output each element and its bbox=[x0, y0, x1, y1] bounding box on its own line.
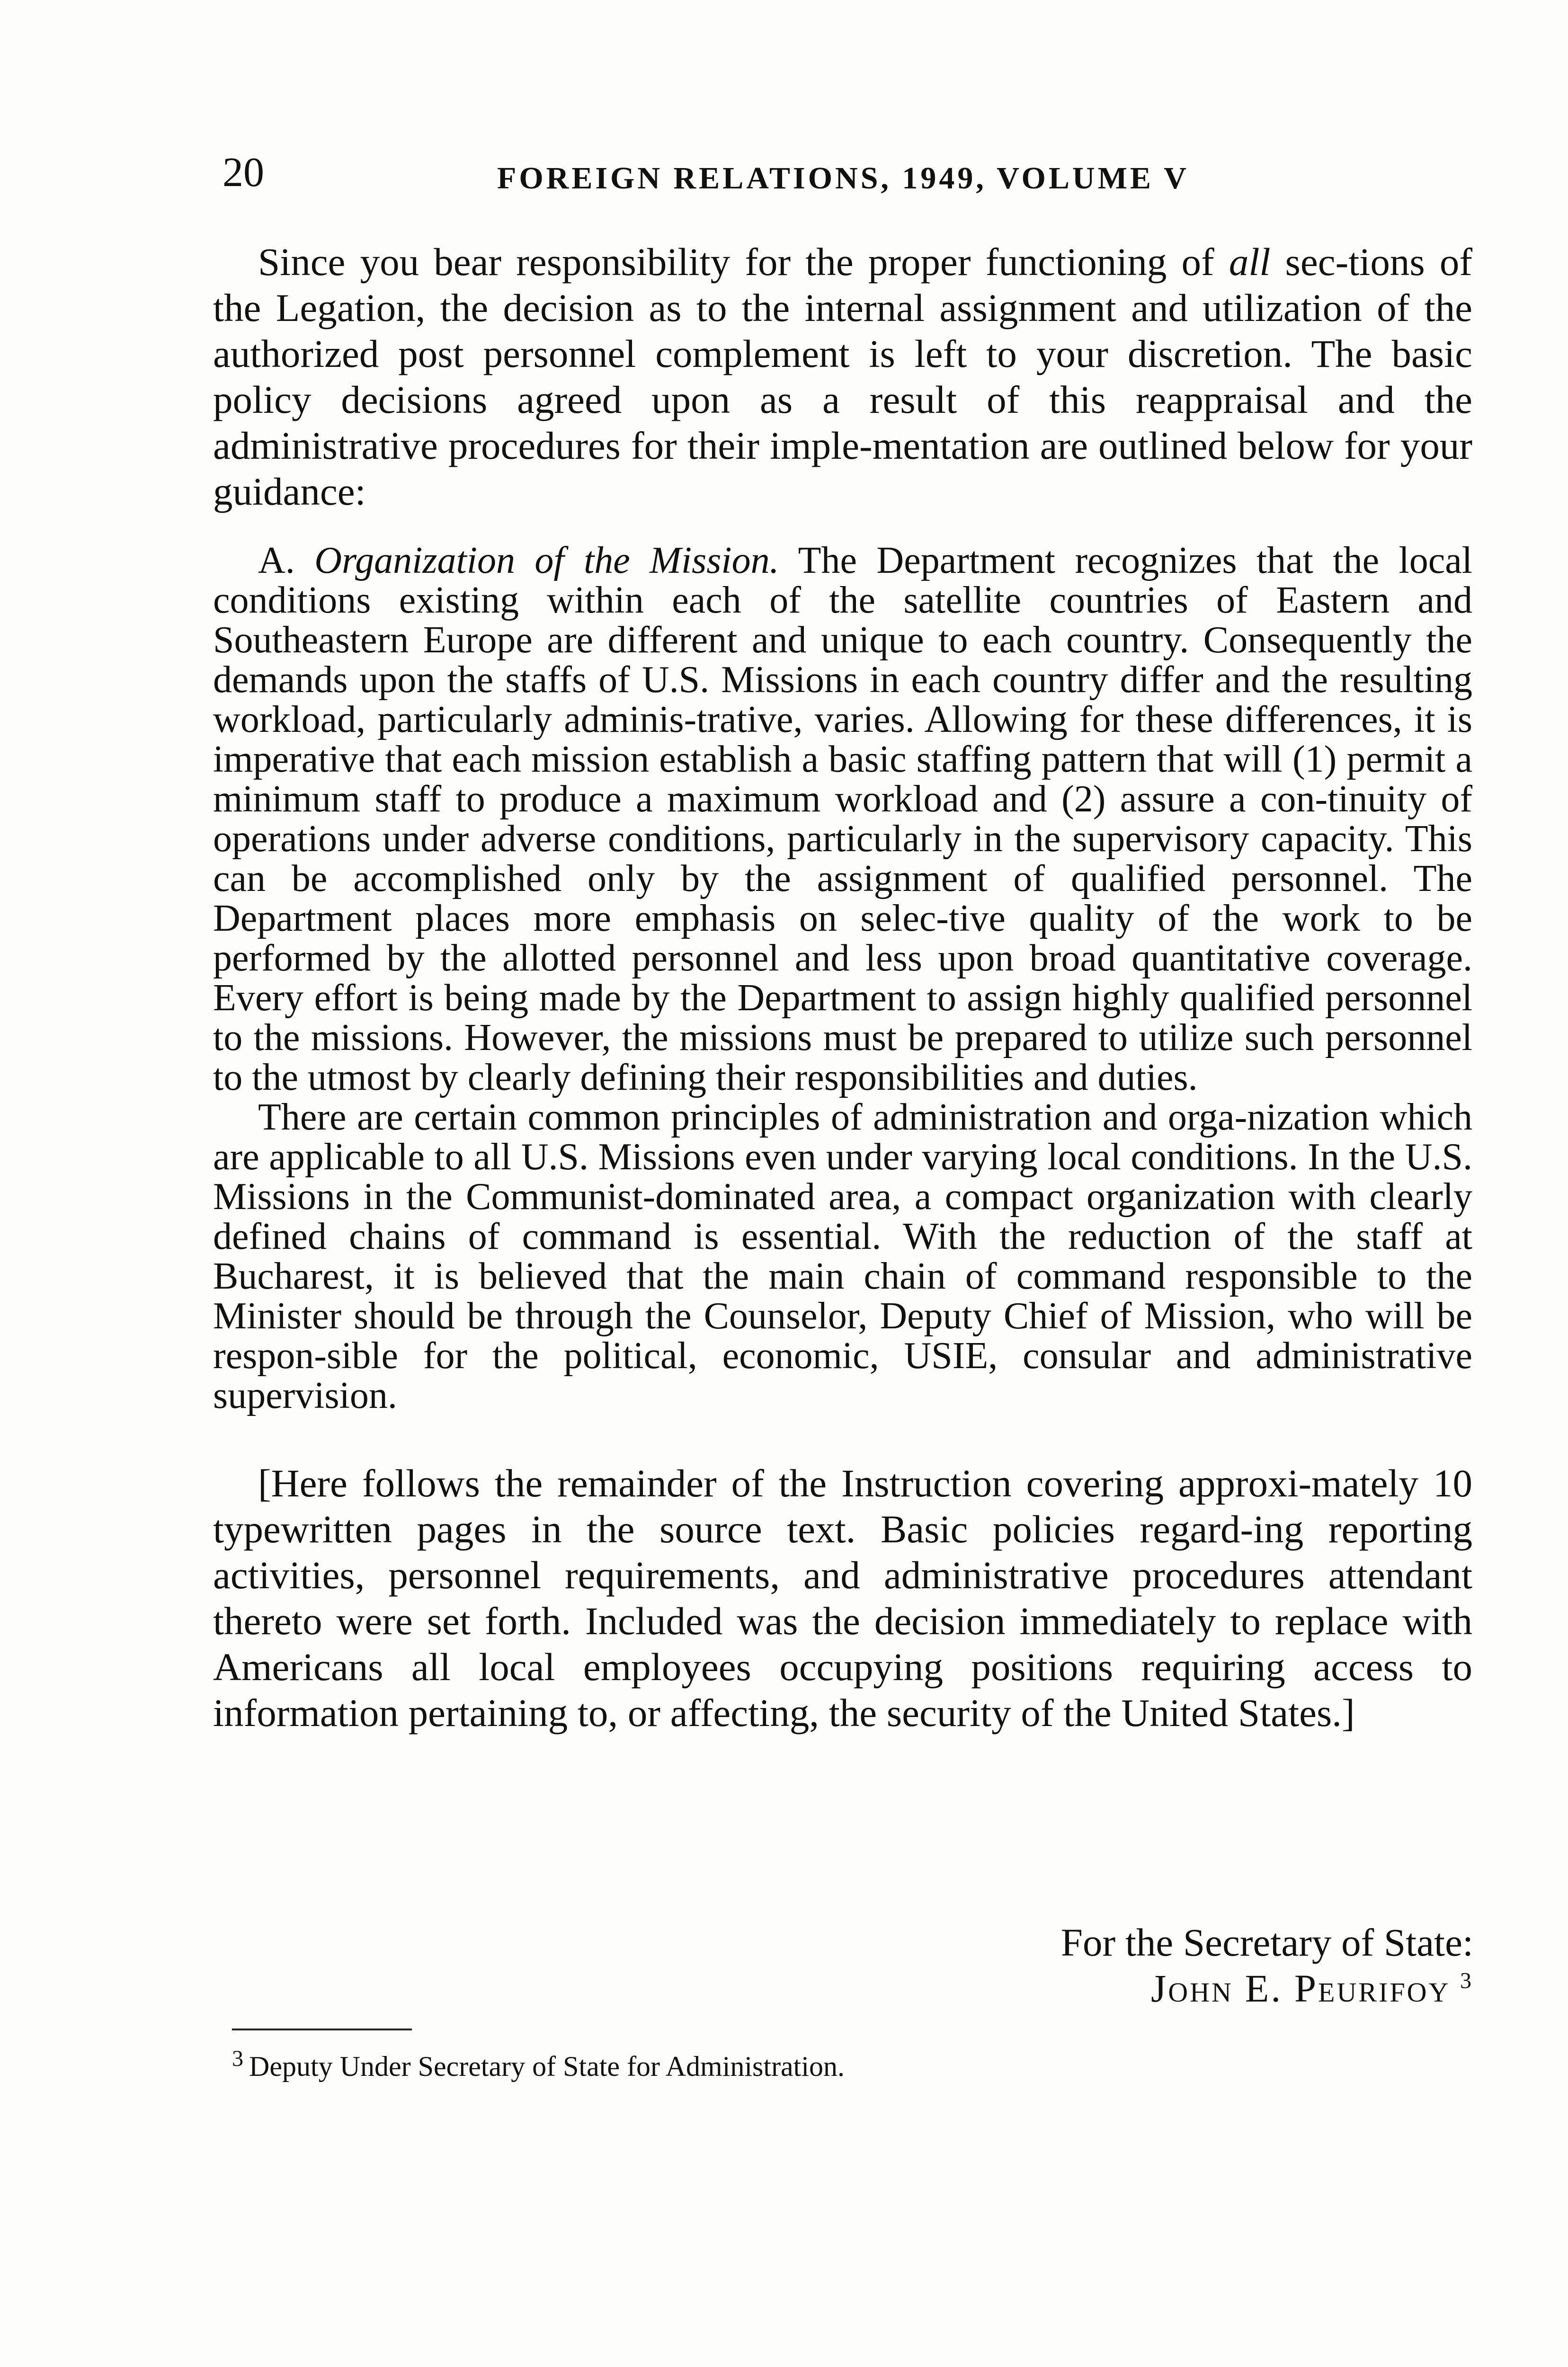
paragraph-editorial-note-text: [Here follows the remainder of the Instruction covering approxi-mately 10 typewritten pages in the source text. Basic policies regard-ing reporting activities, personnel requirements, and administrative procedures attendant thereto were set forth. Included was the decision immediately to replace with Americans all local employees occupying positions requiring access to information pertaining to, or affecting, the security of the United States.] bbox=[213, 1461, 1472, 1735]
paragraph-organization-heading: Organization of the Mission. bbox=[314, 540, 779, 581]
footnote bbox=[232, 2045, 1368, 2088]
paragraph-organization-prefix: A. bbox=[258, 540, 315, 581]
page-number: 20 bbox=[223, 150, 264, 196]
signature-label: For the Secretary of State: bbox=[1060, 1921, 1473, 1964]
paragraph-organization bbox=[213, 541, 1472, 1097]
paragraph-intro-text-2: sec-tions of the Legation, the decision as to the internal assignment and utilization of the authorized post personnel complement is left to your discretion. The basic policy decisions agreed upon as a result of this reappraisal and the administrative procedures for their imple-mentation are outlined below for your guidance: bbox=[213, 240, 1472, 513]
footnote-reference: 3 bbox=[1460, 1968, 1473, 1993]
footnote-divider bbox=[232, 2029, 412, 2030]
paragraph-intro-italic: all bbox=[1229, 240, 1271, 284]
body-text bbox=[213, 239, 1472, 1736]
running-head: FOREIGN RELATIONS, 1949, VOLUME V bbox=[497, 161, 1189, 196]
page-header bbox=[223, 147, 1472, 199]
paragraph-principles bbox=[213, 1097, 1472, 1415]
paragraph-intro-text-1: Since you bear responsibility for the proper functioning of bbox=[258, 240, 1229, 284]
paragraph-principles-text: There are certain common principles of administration and orga-nization which are applicable to all U.S. Missions even under varying local conditions. In the U.S. Missions in the Communist-dominated area, a compact organization with clearly defined chains of command is essential. With the reduction of the staff at Bucharest, it is believed that the main chain of command responsible to the Minister should be through the Counselor, Deputy Chief of Mission, who will be respon-sible for the political, economic, USIE, consular and administrative supervision. bbox=[213, 1096, 1472, 1416]
signature-name bbox=[905, 1966, 1473, 2011]
paragraph-spacer bbox=[213, 515, 1472, 541]
paragraph-spacer bbox=[213, 1415, 1472, 1460]
paragraph-intro bbox=[213, 239, 1472, 515]
paragraph-organization-text: The Department recognizes that the local conditions existing within each of the satellite countries of Eastern and Southeastern Europe are different and unique to each country. Consequently the demands upon the staffs of U.S. Missions in each country differ and the resulting workload, particularly adminis-trative, varies. Allowing for these differences, it is imperative that each mission establish a basic staffing pattern that will (1) permit a minimum staff to produce a maximum workload and (2) assure a con-tinuity of operations under adverse conditions, particularly in the supervisory capacity. This can be accomplished only by the assignment of qualified personnel. The Department places more emphasis on selec-tive quality of the work to be performed by the allotted personnel and less upon broad quantitative coverage. Every effort is being made by the Department to assign highly qualified personnel to the missions. However, the missions must be prepared to utilize such personnel to the utmost by clearly defining their responsibilities and duties. bbox=[213, 540, 1472, 1098]
paragraph-editorial-note bbox=[213, 1460, 1472, 1736]
signature-name-text: John E. Peurifoy bbox=[1150, 1967, 1451, 2010]
footnote-text: Deputy Under Secretary of State for Administration. bbox=[249, 2051, 845, 2082]
footnote-marker: 3 bbox=[232, 2046, 243, 2071]
